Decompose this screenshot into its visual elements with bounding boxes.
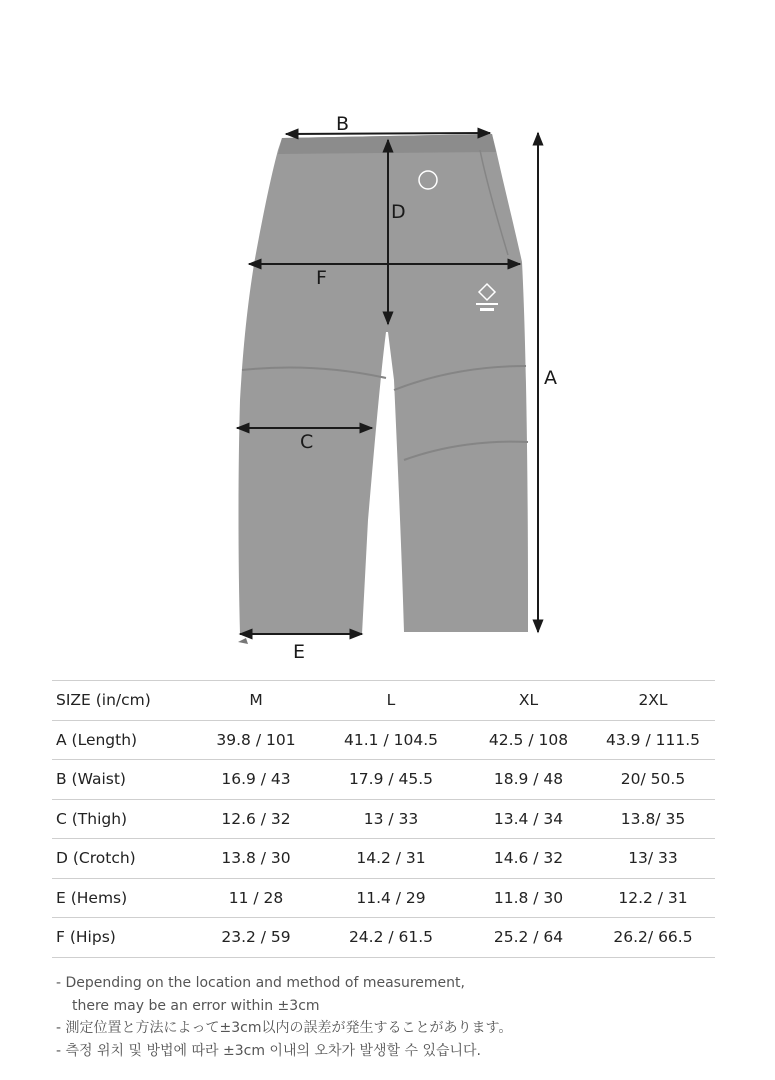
table-cell: 26.2/ 66.5	[591, 918, 715, 958]
label-e: E	[293, 641, 306, 663]
table-cell: 12.2 / 31	[591, 878, 715, 918]
table-cell: 11 / 28	[196, 878, 316, 918]
row-label: F (Hips)	[52, 918, 196, 958]
row-label: D (Crotch)	[52, 839, 196, 879]
table-cell: 41.1 / 104.5	[316, 720, 466, 760]
table-cell: 14.2 / 31	[316, 839, 466, 879]
table-header-row	[52, 681, 715, 721]
table-row	[52, 878, 715, 918]
table-cell: 14.6 / 32	[466, 839, 591, 879]
table-cell: 13 / 33	[316, 799, 466, 839]
label-b: B	[336, 113, 350, 135]
table-row	[52, 720, 715, 760]
row-label: E (Hems)	[52, 878, 196, 918]
measurement-notes	[56, 972, 756, 1062]
table-cell: 23.2 / 59	[196, 918, 316, 958]
header-l: L	[316, 681, 466, 721]
pants-body	[239, 134, 529, 634]
table-cell: 20/ 50.5	[591, 760, 715, 800]
table-cell: 12.6 / 32	[196, 799, 316, 839]
table-cell: 25.2 / 64	[466, 918, 591, 958]
note-ko: - 측정 위치 및 방법에 따라 ±3cm 이내의 오차가 발생할 수 있습니다.	[56, 1042, 482, 1059]
table-cell: 11.8 / 30	[466, 878, 591, 918]
row-label: B (Waist)	[52, 760, 196, 800]
note-en-line2: there may be an error within ±3cm	[72, 997, 320, 1014]
row-label: A (Length)	[52, 720, 196, 760]
table-cell: 13.8/ 35	[591, 799, 715, 839]
header-m: M	[196, 681, 316, 721]
tag-icon	[238, 638, 248, 644]
header-size: SIZE (in/cm)	[52, 681, 196, 721]
label-f: F	[316, 267, 327, 289]
pants-illustration	[238, 134, 528, 644]
table-cell: 13.8 / 30	[196, 839, 316, 879]
note-ja: - 測定位置と方法によって±3cm以内の誤差が発生することがあります。	[56, 1020, 513, 1036]
table-cell: 13.4 / 34	[466, 799, 591, 839]
table-cell: 24.2 / 61.5	[316, 918, 466, 958]
size-chart-table	[52, 680, 715, 958]
header-2xl: 2XL	[591, 681, 715, 721]
table-cell: 42.5 / 108	[466, 720, 591, 760]
table-row	[52, 839, 715, 879]
table-cell: 43.9 / 111.5	[591, 720, 715, 760]
label-c: C	[300, 431, 314, 453]
label-a: A	[544, 367, 557, 389]
table-cell: 13/ 33	[591, 839, 715, 879]
header-xl: XL	[466, 681, 591, 721]
table-cell: 39.8 / 101	[196, 720, 316, 760]
table-cell: 16.9 / 43	[196, 760, 316, 800]
table-row	[52, 799, 715, 839]
table-row	[52, 760, 715, 800]
table-cell: 11.4 / 29	[316, 878, 466, 918]
row-label: C (Thigh)	[52, 799, 196, 839]
table-cell: 18.9 / 48	[466, 760, 591, 800]
arrow-b-waist	[286, 133, 490, 134]
table-cell: 17.9 / 45.5	[316, 760, 466, 800]
note-en-line1: - Depending on the location and method of measurement,	[56, 975, 465, 991]
label-d: D	[391, 201, 406, 223]
table-row	[52, 918, 715, 958]
